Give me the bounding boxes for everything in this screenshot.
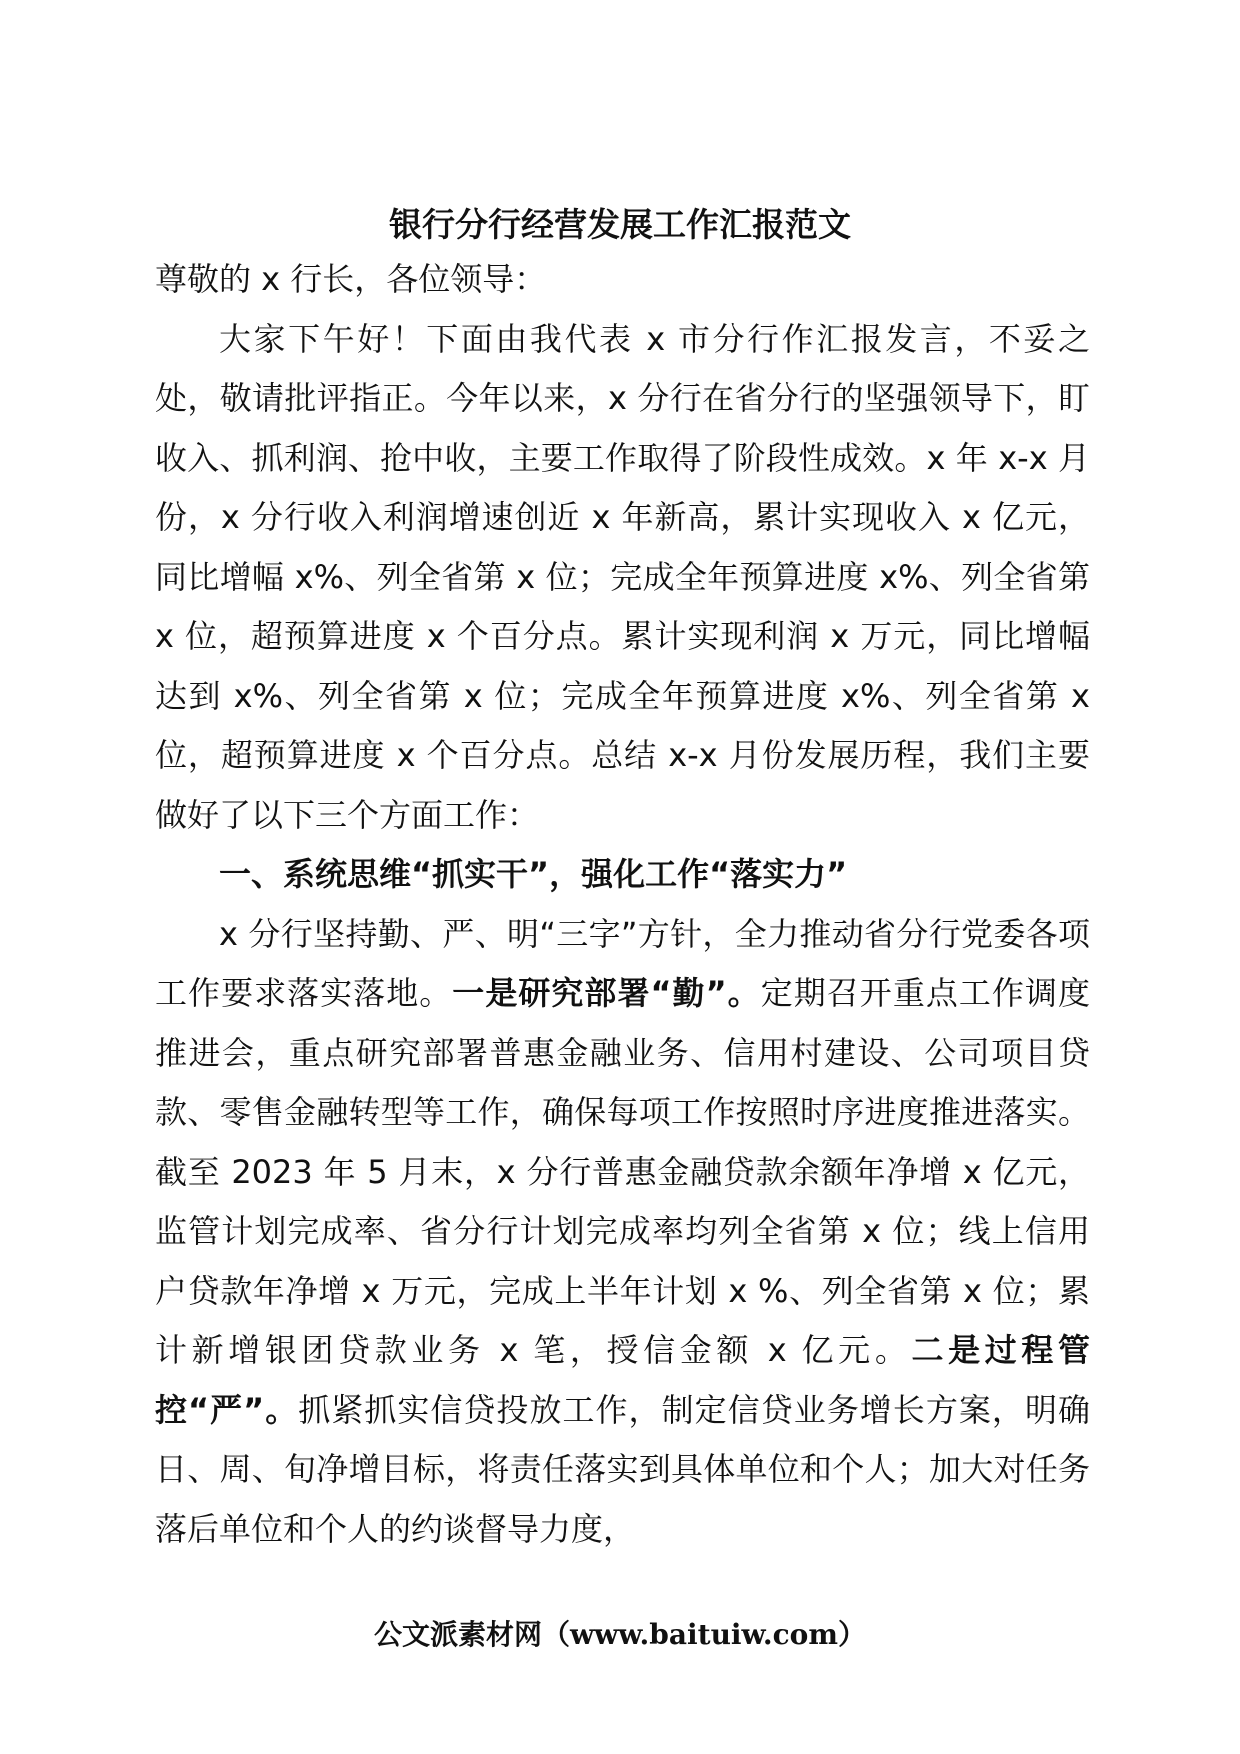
- footer-source: 公文派素材网（www.baituiw.com）: [374, 1618, 866, 1651]
- point-1-text: 定期召开重点工作调度推进会，重点研究部署普惠金融业务、信用村建设、公司项目贷款、零售金融转型等工作，确保每项工作按照时序进度推进落实。截至 2023 年 5 月末，x 分行普惠金融贷款余额年净增 x 亿元，监管计划完成率、省分行计划完成率均列全省第 x 位；线上信用户贷款年净增 x 万元，完成上半年计划 x %、列全省第 x 位；累计新增银团贷款业务 x 笔，授信金额 x 亿元。: [155, 974, 1090, 1369]
- point-2-text: 抓紧抓实信贷投放工作，制定信贷业务增长方案，明确日、周、旬净增目标，将责任落实到具体单位和个人；加大对任务落后单位和个人的约谈督导力度，: [155, 1390, 1090, 1548]
- paragraph-section-1: [155, 905, 1090, 1560]
- salutation: 尊敬的 x 行长，各位领导：: [155, 260, 547, 298]
- paragraph-intro: 大家下午好！下面由我代表 x 市分行作汇报发言，不妥之处，敬请批评指正。今年以来，x 分行在省分行的坚强领导下，盯收入、抓利润、抢中收，主要工作取得了阶段性成效。x 年 x-x 月份，x 分行收入利润增速创近 x 年新高，累计实现收入 x 亿元，同比增幅 x%、列全省第 x 位；完成全年预算进度 x%、列全省第 x 位，超预算进度 x 个百分点。累计实现利润 x 万元，同比增幅达到 x%、列全省第 x 位；完成全年预算进度 x%、列全省第 x 位，超预算进度 x 个百分点。总结 x-x 月份发展历程，我们主要做好了以下三个方面工作：: [155, 319, 1090, 834]
- point-2-label: 二是过程管控“严”。: [155, 1331, 1090, 1429]
- document-body: [155, 250, 1090, 1559]
- document-title: 银行分行经营发展工作汇报范文: [389, 205, 851, 244]
- point-1-label: 一是研究部署“勤”。: [452, 974, 761, 1012]
- section-heading-1: 一、系统思维“抓实干”，强化工作“落实力”: [219, 855, 848, 893]
- section-1-intro: x 分行坚持勤、严、明“三字”方针，全力推动省分行党委各项工作要求落实落地。: [155, 914, 1090, 1012]
